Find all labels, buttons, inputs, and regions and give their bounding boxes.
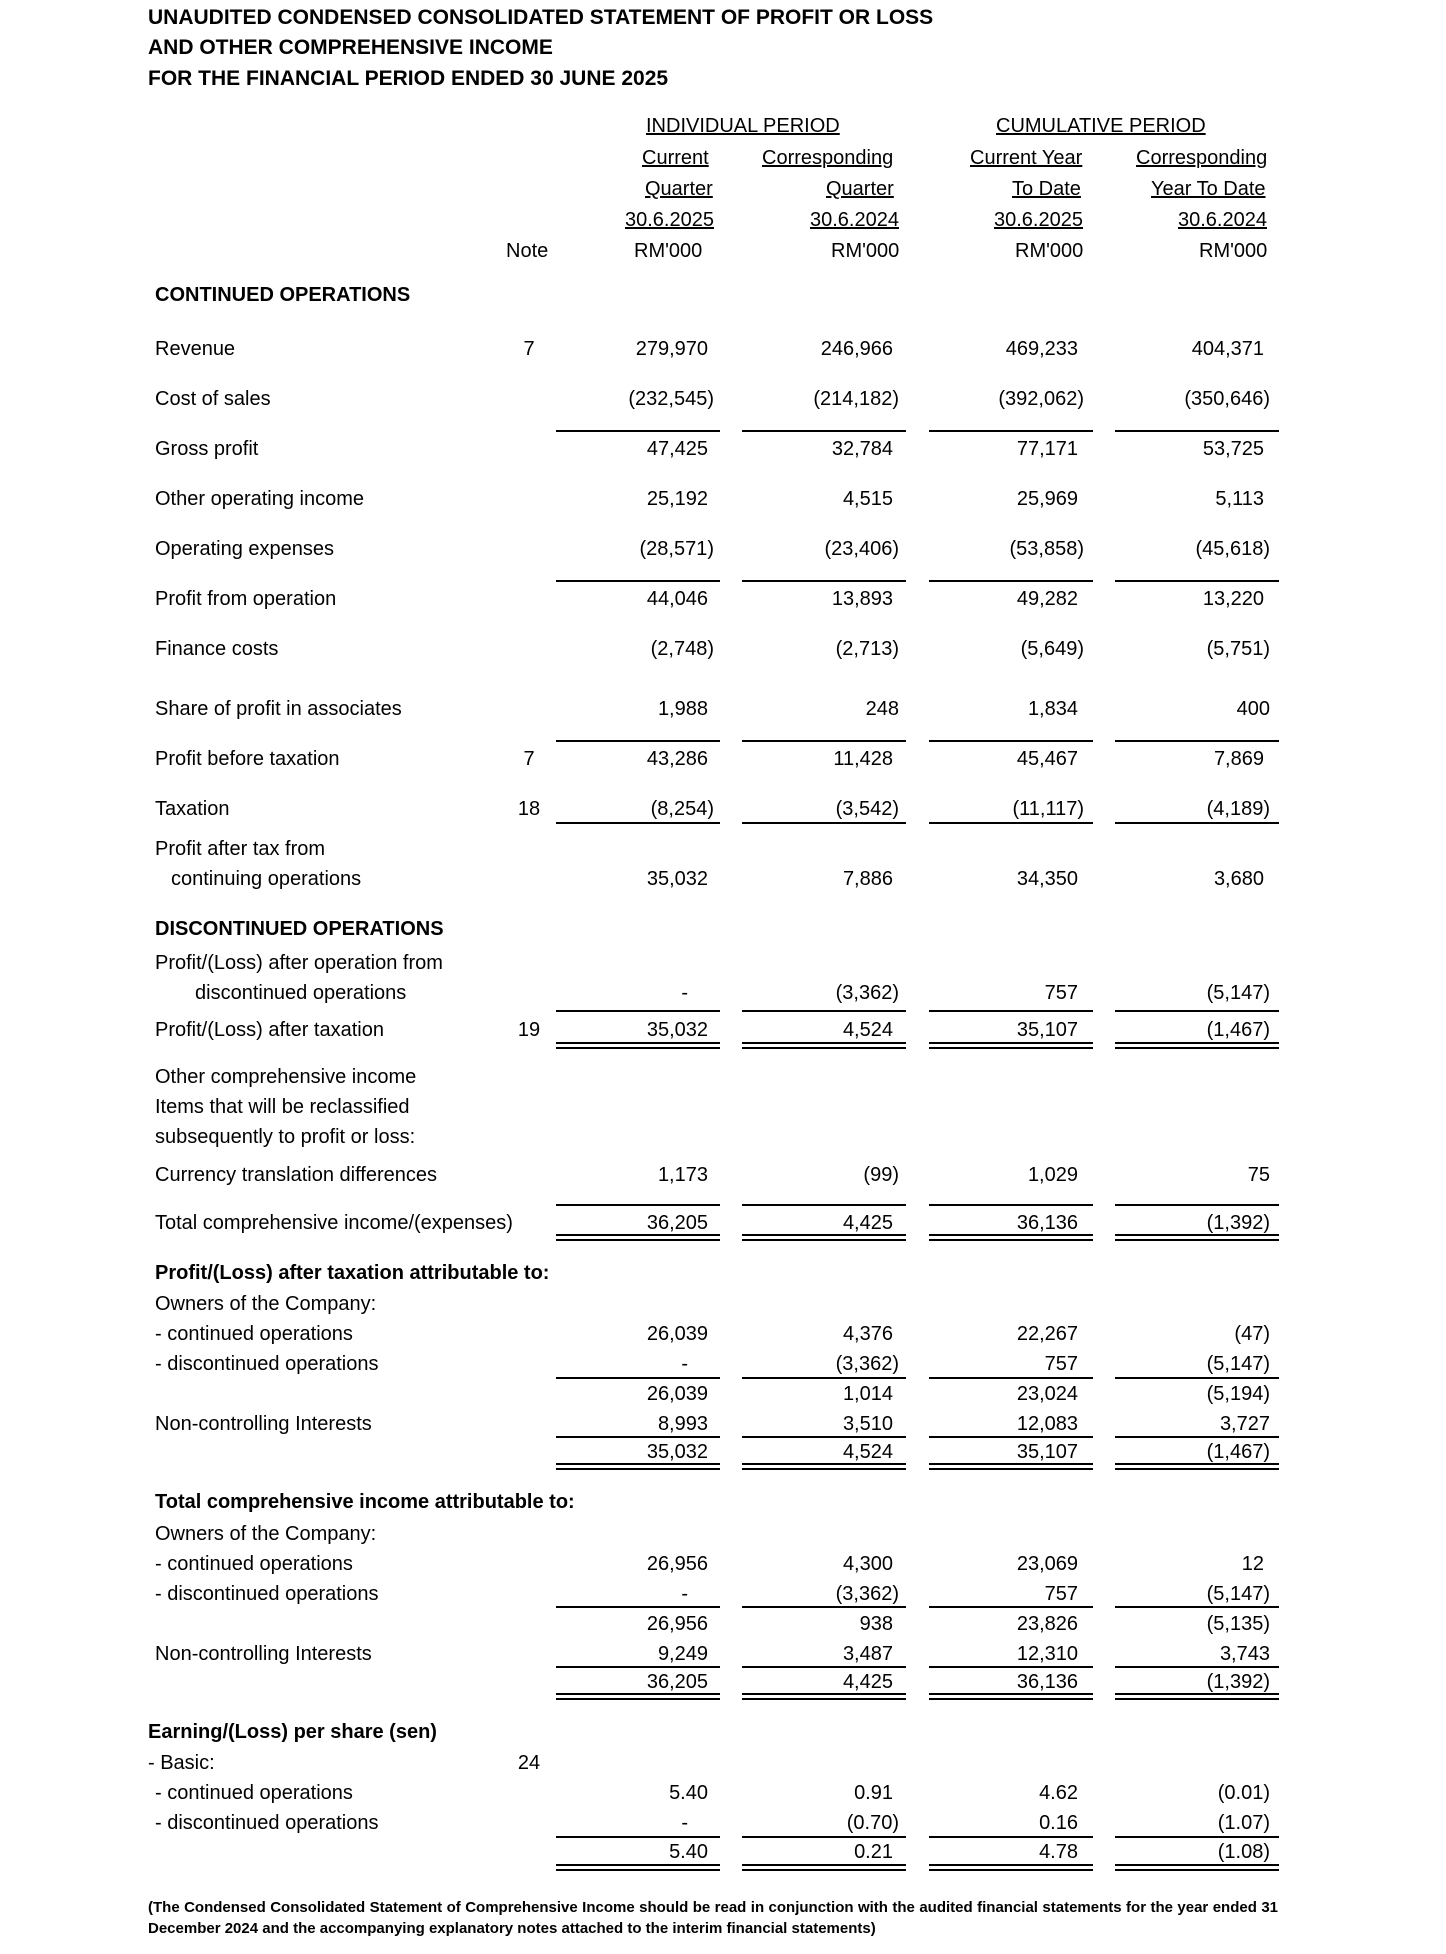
tax-v1: (8,254) — [650, 798, 714, 820]
rule — [742, 1836, 906, 1838]
tci-attr-total-v4: (1,392) — [1206, 1671, 1270, 1693]
pat-cont-v4: 3,680 — [1213, 868, 1264, 890]
tci-v1: 36,205 — [646, 1212, 708, 1234]
tax-v3: (11,117) — [1012, 798, 1084, 820]
eps-total-v4: (1.08) — [1217, 1841, 1270, 1863]
eps-disc-label: - discontinued operations — [155, 1812, 379, 1834]
double-rule — [1115, 1042, 1279, 1049]
pat-attr-nci-label: Non-controlling Interests — [155, 1413, 372, 1435]
opex-v1: (28,571) — [639, 538, 714, 560]
disc-op-label-2: discontinued operations — [195, 982, 407, 1004]
title-line-3: FOR THE FINANCIAL PERIOD ENDED 30 JUNE 2025 — [148, 67, 669, 90]
revenue-v1: 279,970 — [635, 338, 708, 360]
disc-op-v4: (5,147) — [1206, 982, 1270, 1004]
col3-header-l2: To Date — [1012, 178, 1081, 200]
eps-cont-v3: 4.62 — [1039, 1782, 1078, 1804]
other-income-v1: 25,192 — [646, 488, 708, 510]
cost-of-sales-v3: (392,062) — [998, 388, 1084, 410]
pbt-label: Profit before taxation — [155, 748, 340, 770]
tax-note: 18 — [517, 798, 541, 820]
fx-label: Currency translation differences — [155, 1164, 437, 1186]
rule — [742, 580, 906, 582]
disc-op-v3: 757 — [1044, 982, 1078, 1004]
rule — [556, 822, 720, 824]
col2-header-l2: Quarter — [826, 178, 894, 200]
revenue-v4: 404,371 — [1191, 338, 1264, 360]
double-rule — [742, 1693, 906, 1700]
associates-v1: 1,988 — [657, 698, 708, 720]
revenue-v3: 469,233 — [1005, 338, 1078, 360]
rule — [929, 580, 1093, 582]
rule — [929, 1377, 1093, 1379]
section-pat-attr: Profit/(Loss) after taxation attributable to: — [155, 1262, 550, 1284]
col2-header-unit: RM'000 — [831, 240, 900, 262]
revenue-label: Revenue — [155, 338, 236, 360]
fx-v4: 75 — [1247, 1164, 1270, 1186]
profit-op-v4: 13,220 — [1202, 588, 1264, 610]
tci-attr-sub-v2: 938 — [859, 1613, 893, 1635]
tci-attr-nci-v1: 9,249 — [657, 1643, 708, 1665]
col1-header-l2: Quarter — [645, 178, 713, 200]
tci-attr-nci-v4: 3,743 — [1219, 1643, 1270, 1665]
eps-disc-v1: - — [681, 1812, 688, 1834]
finance-v3: (5,649) — [1020, 638, 1084, 660]
tci-attr-disc-label: - discontinued operations — [155, 1583, 379, 1605]
rule — [929, 740, 1093, 742]
double-rule — [556, 1693, 720, 1700]
tci-attr-total-v1: 36,205 — [646, 1671, 708, 1693]
tci-attr-total-v3: 36,136 — [1016, 1671, 1078, 1693]
pat-attr-total-v4: (1,467) — [1206, 1441, 1270, 1463]
rule — [1115, 822, 1279, 824]
disc-op-v2: (3,362) — [835, 982, 899, 1004]
tci-attr-disc-v4: (5,147) — [1206, 1583, 1270, 1605]
pat-v3: 35,107 — [1016, 1019, 1078, 1041]
rule — [742, 430, 906, 432]
footnote: (The Condensed Consolidated Statement of Comprehensive Income should be read in conjunction with the audited financial statements for the year ended 31 December 2024 and the accompanying explanatory notes attached to the interim financial statements) — [148, 1899, 1278, 1937]
tax-v2: (3,542) — [835, 798, 899, 820]
tci-attr-nci-v3: 12,310 — [1016, 1643, 1078, 1665]
rule — [929, 822, 1093, 824]
col1-header-l1: Current — [642, 147, 709, 169]
finance-v1: (2,748) — [650, 638, 714, 660]
pat-attr-cont-v3: 22,267 — [1016, 1323, 1078, 1345]
gross-profit-label: Gross profit — [155, 438, 259, 460]
gross-profit-v1: 47,425 — [646, 438, 708, 460]
eps-disc-v4: (1.07) — [1217, 1812, 1270, 1834]
tci-attr-cont-label: - continued operations — [155, 1553, 353, 1575]
tax-label: Taxation — [155, 798, 230, 820]
associates-label: Share of profit in associates — [155, 698, 402, 720]
tci-attr-sub-v3: 23,826 — [1016, 1613, 1078, 1635]
profit-op-v1: 44,046 — [646, 588, 708, 610]
pat-attr-cont-v4: (47) — [1234, 1323, 1270, 1345]
associates-v4: 400 — [1236, 698, 1270, 720]
fx-v2: (99) — [863, 1164, 899, 1186]
rule — [1115, 430, 1279, 432]
rule — [1115, 1836, 1279, 1838]
pat-attr-disc-label: - discontinued operations — [155, 1353, 379, 1375]
rule — [1115, 1377, 1279, 1379]
rule — [556, 1666, 720, 1668]
eps-total-v3: 4.78 — [1039, 1841, 1078, 1863]
rule — [929, 1666, 1093, 1668]
rule — [742, 1666, 906, 1668]
tci-attr-sub-v1: 26,956 — [646, 1613, 708, 1635]
col1-header-date: 30.6.2025 — [625, 209, 714, 231]
rule — [1115, 580, 1279, 582]
tci-label: Total comprehensive income/(expenses) — [155, 1212, 513, 1234]
rule — [556, 1606, 720, 1608]
section-continued: CONTINUED OPERATIONS — [155, 284, 411, 306]
revenue-v2: 246,966 — [820, 338, 893, 360]
col4-header-l1: Corresponding — [1136, 147, 1268, 169]
double-rule — [929, 1864, 1093, 1871]
pat-attr-sub-v1: 26,039 — [646, 1383, 708, 1405]
rule — [929, 1010, 1093, 1012]
gross-profit-v4: 53,725 — [1202, 438, 1264, 460]
disc-op-label-1: Profit/(Loss) after operation from — [155, 952, 443, 974]
double-rule — [1115, 1864, 1279, 1871]
section-discontinued: DISCONTINUED OPERATIONS — [155, 918, 444, 940]
tci-v3: 36,136 — [1016, 1212, 1078, 1234]
pat-attr-disc-v3: 757 — [1044, 1353, 1078, 1375]
individual-period-header: INDIVIDUAL PERIOD — [646, 115, 840, 137]
oci-label-1: Other comprehensive income — [155, 1066, 417, 1088]
pbt-v3: 45,467 — [1016, 748, 1078, 770]
profit-op-v3: 49,282 — [1016, 588, 1078, 610]
rule — [929, 1436, 1093, 1438]
rule — [556, 1377, 720, 1379]
double-rule — [742, 1864, 906, 1871]
pat-attr-nci-v4: 3,727 — [1219, 1413, 1270, 1435]
revenue-note: 7 — [523, 338, 535, 360]
pat-attr-sub-v2: 1,014 — [842, 1383, 893, 1405]
col2-header-l1: Corresponding — [762, 147, 894, 169]
pat-v4: (1,467) — [1206, 1019, 1270, 1041]
fx-v3: 1,029 — [1027, 1164, 1078, 1186]
finance-v4: (5,751) — [1206, 638, 1270, 660]
pat-attr-nci-v3: 12,083 — [1016, 1413, 1078, 1435]
tci-attr-owners: Owners of the Company: — [155, 1523, 377, 1545]
other-income-v4: 5,113 — [1215, 488, 1264, 510]
rule — [556, 740, 720, 742]
pat-cont-v1: 35,032 — [646, 868, 708, 890]
cost-of-sales-v1: (232,545) — [628, 388, 714, 410]
finance-v2: (2,713) — [835, 638, 899, 660]
pat-attr-total-v1: 35,032 — [646, 1441, 708, 1463]
pat-attr-nci-v2: 3,510 — [842, 1413, 893, 1435]
tci-attr-cont-v1: 26,956 — [646, 1553, 708, 1575]
profit-op-label: Profit from operation — [155, 588, 337, 610]
pat-attr-cont-v1: 26,039 — [646, 1323, 708, 1345]
associates-v3: 1,834 — [1027, 698, 1078, 720]
rule — [1115, 1606, 1279, 1608]
fx-v1: 1,173 — [657, 1164, 708, 1186]
pat-attr-disc-v4: (5,147) — [1206, 1353, 1270, 1375]
col3-header-l1: Current Year — [970, 147, 1083, 169]
cost-of-sales-v4: (350,646) — [1184, 388, 1270, 410]
col3-header-date: 30.6.2025 — [994, 209, 1083, 231]
pat-attr-cont-v2: 4,376 — [842, 1323, 893, 1345]
other-income-v2: 4,515 — [842, 488, 893, 510]
pat-attr-sub-v3: 23,024 — [1016, 1383, 1078, 1405]
eps-cont-v4: (0.01) — [1217, 1782, 1270, 1804]
title-line-2: AND OTHER COMPREHENSIVE INCOME — [148, 36, 553, 59]
double-rule — [742, 1463, 906, 1470]
opex-v3: (53,858) — [1009, 538, 1084, 560]
pat-attr-disc-v2: (3,362) — [835, 1353, 899, 1375]
pat-attr-nci-v1: 8,993 — [657, 1413, 708, 1435]
rule — [556, 580, 720, 582]
rule — [742, 1606, 906, 1608]
opex-label: Operating expenses — [155, 538, 335, 560]
col2-header-date: 30.6.2024 — [810, 209, 899, 231]
tci-v4: (1,392) — [1206, 1212, 1270, 1234]
eps-disc-v2: (0.70) — [846, 1812, 899, 1834]
eps-cont-v1: 5.40 — [669, 1782, 708, 1804]
tci-attr-cont-v2: 4,300 — [842, 1553, 893, 1575]
double-rule — [556, 1042, 720, 1049]
eps-total-v2: 0.21 — [854, 1841, 893, 1863]
col3-header-unit: RM'000 — [1015, 240, 1084, 262]
double-rule — [1115, 1693, 1279, 1700]
rule — [742, 1377, 906, 1379]
finance-label: Finance costs — [155, 638, 279, 660]
pbt-v2: 11,428 — [833, 748, 893, 770]
rule — [556, 1836, 720, 1838]
opex-v2: (23,406) — [824, 538, 899, 560]
eps-total-v1: 5.40 — [669, 1841, 708, 1863]
col1-header-unit: RM'000 — [634, 240, 703, 262]
cost-of-sales-label: Cost of sales — [155, 388, 271, 410]
rule — [1115, 1436, 1279, 1438]
gross-profit-v2: 32,784 — [831, 438, 893, 460]
tci-attr-cont-v4: 12 — [1241, 1553, 1264, 1575]
section-tci-attr: Total comprehensive income attributable to: — [155, 1491, 575, 1513]
rule — [929, 430, 1093, 432]
tci-attr-nci-label: Non-controlling Interests — [155, 1643, 372, 1665]
double-rule — [742, 1042, 906, 1049]
eps-disc-v3: 0.16 — [1039, 1812, 1078, 1834]
rule — [556, 1204, 720, 1206]
disc-op-v1: - — [681, 982, 688, 1004]
rule — [556, 1436, 720, 1438]
oci-label-3: subsequently to profit or loss: — [155, 1126, 416, 1148]
note-header: Note — [506, 240, 549, 262]
double-rule — [929, 1693, 1093, 1700]
rule — [1115, 740, 1279, 742]
pbt-v1: 43,286 — [646, 748, 708, 770]
pat-cont-label-1: Profit after tax from — [155, 838, 326, 860]
associates-v2: 248 — [865, 698, 899, 720]
pat-cont-v3: 34,350 — [1016, 868, 1078, 890]
other-income-label: Other operating income — [155, 488, 365, 510]
pat-attr-sub-v4: (5,194) — [1206, 1383, 1270, 1405]
pat-note: 19 — [517, 1019, 541, 1041]
eps-basic-label: - Basic: — [148, 1752, 215, 1774]
rule — [929, 1606, 1093, 1608]
double-rule — [1115, 1463, 1279, 1470]
section-eps: Earning/(Loss) per share (sen) — [148, 1721, 437, 1743]
rule — [1115, 1204, 1279, 1206]
pbt-note: 7 — [523, 748, 535, 770]
title-line-1: UNAUDITED CONDENSED CONSOLIDATED STATEMENT OF PROFIT OR LOSS — [148, 6, 934, 29]
tci-attr-disc-v1: - — [681, 1583, 688, 1605]
pat-attr-disc-v1: - — [681, 1353, 688, 1375]
rule — [1115, 1666, 1279, 1668]
tci-attr-nci-v2: 3,487 — [842, 1643, 893, 1665]
rule — [742, 740, 906, 742]
tci-v2: 4,425 — [842, 1212, 893, 1234]
pat-label: Profit/(Loss) after taxation — [155, 1019, 384, 1041]
pat-attr-cont-label: - continued operations — [155, 1323, 353, 1345]
pat-attr-total-v3: 35,107 — [1016, 1441, 1078, 1463]
tci-attr-total-v2: 4,425 — [842, 1671, 893, 1693]
tax-v4: (4,189) — [1206, 798, 1270, 820]
pat-cont-v2: 7,886 — [842, 868, 893, 890]
tci-attr-sub-v4: (5,135) — [1206, 1613, 1270, 1635]
double-rule — [929, 1463, 1093, 1470]
eps-cont-label: - continued operations — [155, 1782, 353, 1804]
double-rule — [556, 1234, 720, 1241]
pat-v2: 4,524 — [842, 1019, 893, 1041]
col4-header-date: 30.6.2024 — [1178, 209, 1267, 231]
double-rule — [929, 1234, 1093, 1241]
oci-label-2: Items that will be reclassified — [155, 1096, 410, 1118]
rule — [742, 1436, 906, 1438]
double-rule — [1115, 1234, 1279, 1241]
eps-note: 24 — [517, 1752, 541, 1774]
gross-profit-v3: 77,171 — [1016, 438, 1078, 460]
double-rule — [929, 1042, 1093, 1049]
rule — [556, 1010, 720, 1012]
col4-header-unit: RM'000 — [1199, 240, 1268, 262]
rule — [929, 1204, 1093, 1206]
profit-op-v2: 13,893 — [831, 588, 893, 610]
rule — [742, 822, 906, 824]
pbt-v4: 7,869 — [1213, 748, 1264, 770]
rule — [742, 1010, 906, 1012]
cumulative-period-header: CUMULATIVE PERIOD — [996, 115, 1206, 137]
double-rule — [556, 1864, 720, 1871]
other-income-v3: 25,969 — [1016, 488, 1078, 510]
double-rule — [556, 1463, 720, 1470]
rule — [742, 1204, 906, 1206]
pat-attr-owners: Owners of the Company: — [155, 1293, 377, 1315]
cost-of-sales-v2: (214,182) — [813, 388, 899, 410]
pat-cont-label-2: continuing operations — [171, 868, 362, 890]
pat-attr-total-v2: 4,524 — [842, 1441, 893, 1463]
rule — [556, 430, 720, 432]
rule — [1115, 1010, 1279, 1012]
eps-cont-v2: 0.91 — [854, 1782, 893, 1804]
pat-v1: 35,032 — [646, 1019, 708, 1041]
opex-v4: (45,618) — [1195, 538, 1270, 560]
col4-header-l2: Year To Date — [1151, 178, 1266, 200]
tci-attr-cont-v3: 23,069 — [1016, 1553, 1078, 1575]
tci-attr-disc-v2: (3,362) — [835, 1583, 899, 1605]
rule — [929, 1836, 1093, 1838]
double-rule — [742, 1234, 906, 1241]
tci-attr-disc-v3: 757 — [1044, 1583, 1078, 1605]
